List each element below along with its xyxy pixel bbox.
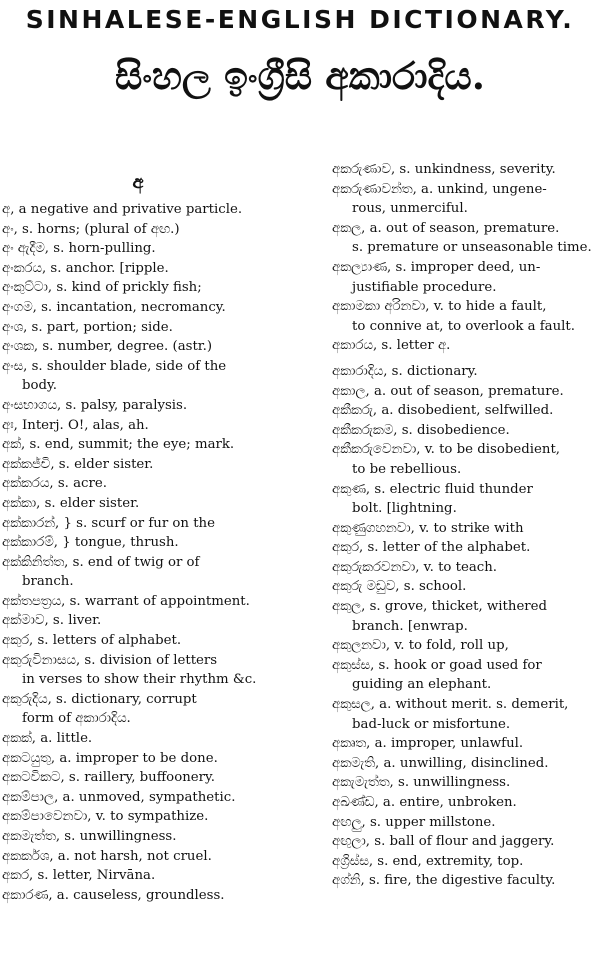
- dictionary-entry-line: to connive at, to overlook a fault.: [352, 318, 575, 334]
- dictionary-entry-line: අඛණ්ඩ, a. entire, unbroken.: [332, 795, 517, 810]
- dictionary-entry-line: to be rebellious.: [352, 461, 462, 477]
- dictionary-entry-line: අ, a negative and privative particle.: [2, 202, 243, 217]
- dictionary-entry-line: අකුණුගහනවා, v. to strike with: [332, 520, 524, 536]
- left-column: [2, 160, 274, 905]
- dictionary-entry-line: අකල්‍යාණ, s. improper deed, un-: [332, 259, 541, 275]
- dictionary-entry-line: අකමැති, a. unwilling, disinclined.: [332, 755, 549, 771]
- dictionary-entry-line: අකර්කශ, a. not harsh, not cruel.: [2, 848, 212, 864]
- dictionary-entry-line: අං ඇදීම, s. horn-pulling.: [2, 241, 156, 257]
- dictionary-entry-line: අකුල, s. grove, thicket, withered: [332, 599, 548, 615]
- dictionary-entry-line: අංශ, s. part, portion; side.: [2, 319, 173, 335]
- page-subtitle-sinhala: සිංහල ඉංග්‍රීසි අකාරාදිය.: [115, 53, 485, 98]
- dictionary-entry-line: අකුර, s. letter of the alphabet.: [332, 540, 531, 556]
- dictionary-entry-line: අංසභාගය, s. palsy, paralysis.: [2, 397, 188, 413]
- dictionary-entry-line: branch. [enwrap.: [352, 618, 468, 634]
- dictionary-entry-line: අංකුට්ටා, s. kind of prickly fish;: [2, 280, 202, 296]
- dictionary-entry-line: form of අකාරාදිය.: [22, 711, 131, 727]
- dictionary-entry-line: අංකරය, s. anchor. [ripple.: [2, 260, 169, 276]
- dictionary-entry-line: අඟුලා, s. ball of flour and jaggery.: [332, 834, 555, 850]
- dictionary-entry-line: අකක්, a. little.: [2, 731, 93, 747]
- dictionary-entry-line: guiding an elephant.: [352, 677, 492, 693]
- dictionary-entry-line: අග්‍රිස්ස, s. end, extremity, top.: [332, 853, 524, 869]
- dictionary-entry-line: අකුසල, a. without merit. s. demerit,: [332, 697, 569, 713]
- dictionary-entry-line: justifiable procedure.: [352, 279, 497, 295]
- dictionary-entry-line: අක්කාරම්, } tongue, thrush.: [2, 535, 179, 551]
- dictionary-entry-line: අග්නි, s. fire, the digestive faculty.: [332, 873, 556, 889]
- dictionary-entry-line: අකාරය, s. letter අ.: [332, 338, 451, 354]
- dictionary-entry-line: අකරුණාව, s. unkindness, severity.: [332, 162, 556, 177]
- dictionary-entry-line: අඟලු, s. upper millstone.: [332, 814, 496, 830]
- dictionary-entry-line: අංශක, s. number, degree. (astr.): [2, 339, 213, 355]
- dictionary-entry-line: bad-luck or misfortune.: [352, 716, 511, 732]
- right-entry-list: [332, 160, 597, 891]
- page-title: SINHALESE-ENGLISH DICTIONARY.: [25, 5, 575, 34]
- dictionary-entry-line: අකීකරු, a. disobedient, selfwilled.: [332, 403, 554, 419]
- dictionary-entry-line: අකටවිකට, s. raillery, buffoonery.: [2, 770, 215, 786]
- dictionary-entry-line: අකීකරුවෙනවා, v. to be disobedient,: [332, 442, 561, 458]
- dictionary-entry-line: අකුර, s. letters of alphabet.: [2, 633, 182, 649]
- dictionary-entry-line: අක්, s. end, summit; the eye; mark.: [2, 437, 235, 453]
- dictionary-entry-line: අකාමකා අරිනවා, v. to hide a fault,: [332, 299, 547, 315]
- dictionary-entry-line: අඃ, Interj. O!, alas, ah.: [2, 417, 149, 433]
- dictionary-entry-line: අකීකරුකම, s. disobedience.: [332, 422, 510, 438]
- dictionary-entry-line: අකැමැත්ත, s. unwillingness.: [332, 775, 511, 791]
- right-column: [332, 160, 597, 891]
- dictionary-entry-line: අකම්පාවෙනවා, v. to sympathize.: [2, 809, 209, 825]
- dictionary-entry-line: අකුලනවා, v. to fold, roll up,: [332, 638, 509, 654]
- dictionary-entry-line: අකාල, a. out of season, premature.: [332, 383, 564, 399]
- dictionary-entry-line: branch.: [22, 574, 74, 590]
- dictionary-entry-line: අකුරු මඩුව, s. school.: [332, 579, 467, 595]
- dictionary-entry-line: අකටයුතු, a. improper to be done.: [2, 750, 218, 766]
- section-letter: අ: [132, 172, 144, 193]
- dictionary-entry-line: අකුස්ස, s. hook or goad used for: [332, 657, 542, 673]
- dictionary-entry-line: අක්තපත්‍රය, s. warrant of appointment.: [2, 593, 250, 609]
- dictionary-entry-line: අක්කජ්චි, s. elder sister.: [2, 456, 154, 472]
- dictionary-entry-line: අං, s. horns; (plural of අඟ.): [2, 221, 180, 237]
- dictionary-entry-line: rous, unmerciful.: [352, 201, 468, 217]
- dictionary-entry-line: bolt. [lightning.: [352, 501, 457, 517]
- dictionary-entry-line: අකාරාදිය, s. dictionary.: [332, 363, 478, 379]
- dictionary-entry-line: අකාරණ, a. causeless, groundless.: [2, 887, 225, 903]
- dictionary-entry-line: අකර, s. letter, Nirvāna.: [2, 868, 156, 884]
- dictionary-entry-line: අක්කා, s. elder sister.: [2, 495, 140, 511]
- left-entry-list: [2, 200, 274, 905]
- dictionary-entry-line: අක්කරය, s. acre.: [2, 476, 107, 492]
- dictionary-entry-line: අංගම, s. incantation, necromancy.: [2, 299, 226, 315]
- dictionary-entry-line: අකුරුකරවනවා, v. to teach.: [332, 559, 498, 575]
- dictionary-entry-line: අකමැත්ත, s. unwillingness.: [2, 829, 177, 844]
- dictionary-entry-line: අක්කාරන්, } s. scurf or fur on the: [2, 515, 215, 531]
- dictionary-entry-line: අංස, s. shoulder blade, side of the: [2, 358, 227, 374]
- dictionary-entry-line: අක්කිනිත්ත, s. end of twig or of: [2, 554, 200, 570]
- dictionary-entry-line: body.: [22, 378, 58, 394]
- dictionary-entry-line: අකල, a. out of season, premature.: [332, 220, 560, 236]
- dictionary-entry-line: අක්මාව, s. liver.: [2, 613, 102, 629]
- dictionary-entry-line: අකුරුවිනාසය, s. division of letters: [2, 652, 218, 668]
- dictionary-entry-line: අකෘත, a. improper, unlawful.: [332, 736, 524, 752]
- dictionary-entry-line: අකුරුදිය, s. dictionary, corrupt: [2, 691, 197, 707]
- dictionary-entry-line: අකුණ, s. electric fluid thunder: [332, 481, 533, 497]
- dictionary-entry-line: in verses to show their rhythm &c.: [22, 672, 257, 688]
- dictionary-entry-line: අකම්පාල, a. unmoved, sympathetic.: [2, 789, 236, 805]
- dictionary-entry-line: s. premature or unseasonable time.: [352, 240, 592, 256]
- dictionary-entry-line: අකරුණාවන්ත, a. unkind, ungene-: [332, 181, 547, 197]
